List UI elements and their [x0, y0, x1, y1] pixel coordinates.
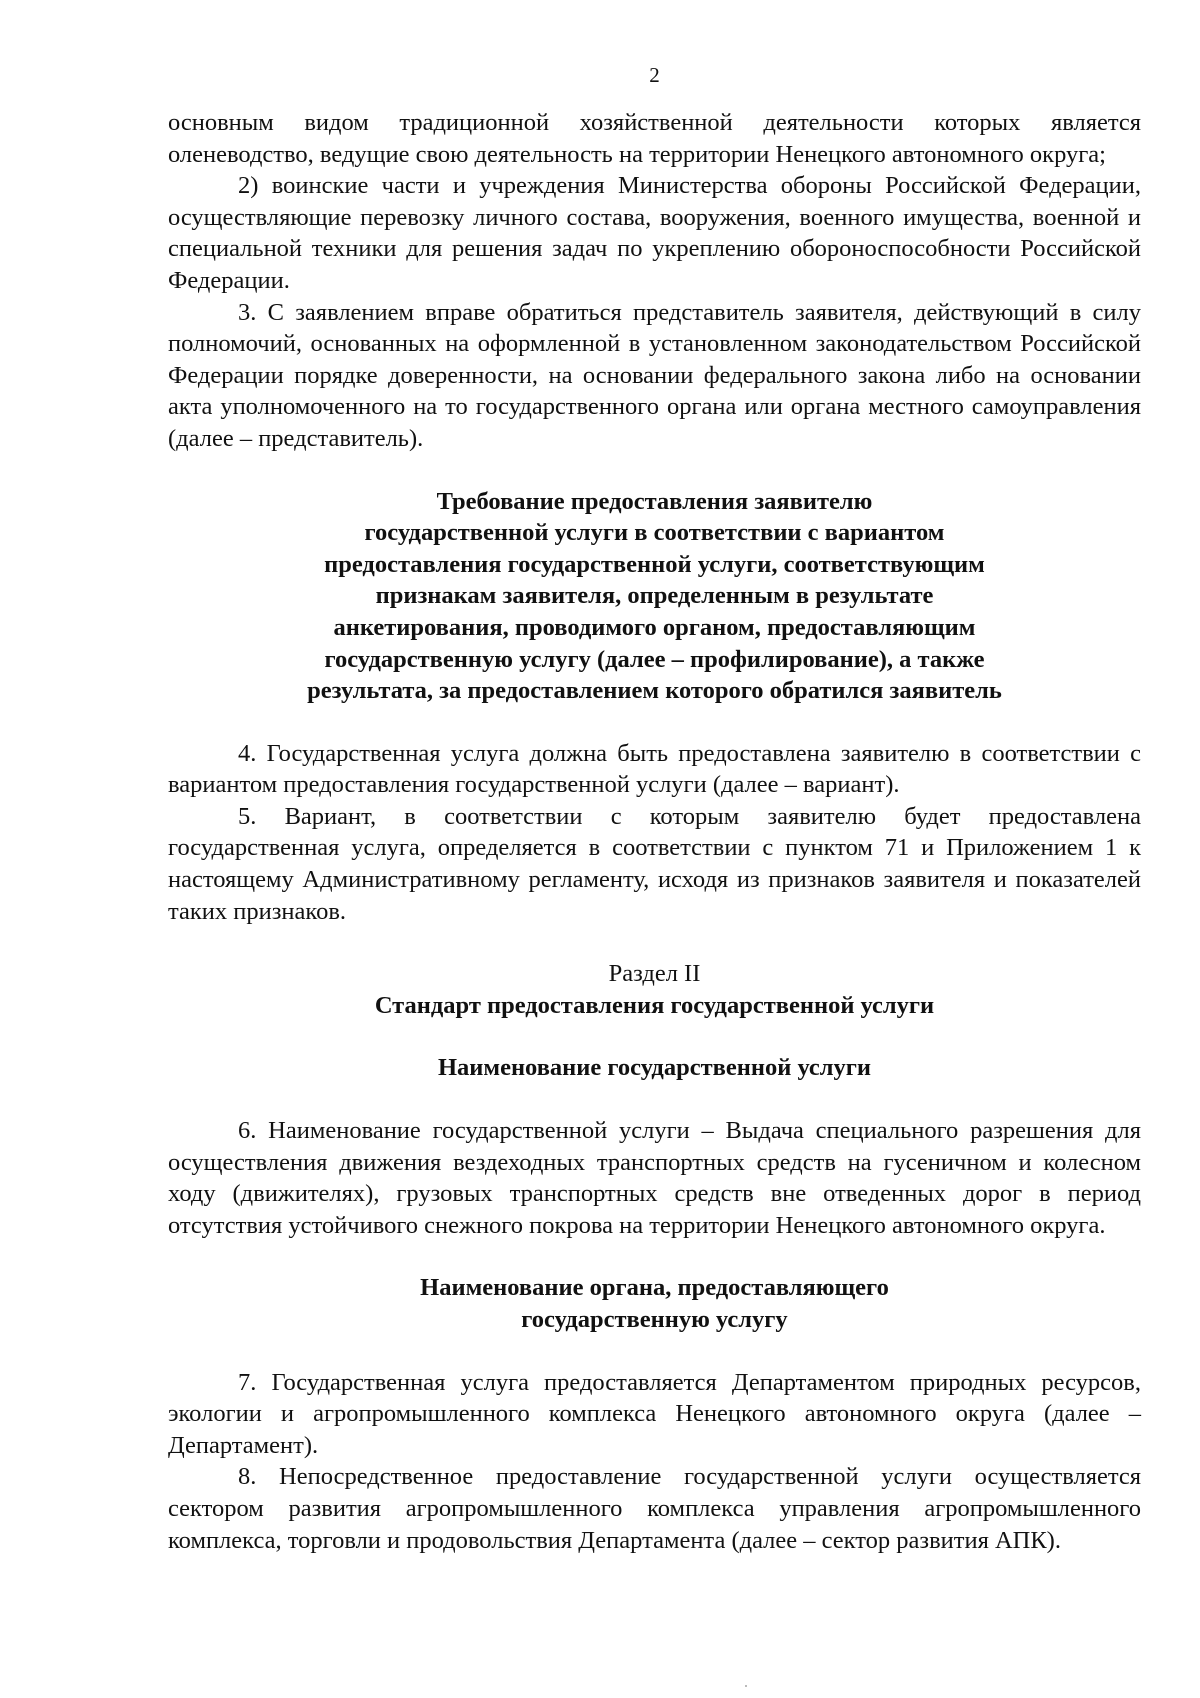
paragraph-item-6: 6. Наименование государственной услуги – Выдача специального разрешения для осуществления движения вездеходных транспортных средств на гусеничном и колесном ходу (движителях), грузовых транспортных средств вне отведенных дорог в период отсутствия устойчивого снежного покрова на территории Ненецкого автономного округа.: [168, 1117, 1141, 1239]
heading-requirement-line: анкетирования, проводимого органом, предоставляющим: [333, 613, 976, 641]
heading-authority-line: государственную услугу: [521, 1306, 788, 1333]
heading-authority: [168, 1272, 1141, 1335]
heading-authority-line: Наименование органа, предоставляющего: [420, 1274, 889, 1302]
paragraph-item-4: 4. Государственная услуга должна быть предоставлена заявителю в соответствии с вариантом предоставления государственной услуги (далее – вариант).: [168, 739, 1141, 799]
section-number: Раздел II: [608, 960, 701, 988]
heading-requirement-line: признакам заявителя, определенным в результате: [375, 582, 934, 610]
document-body: [168, 107, 1141, 1556]
section-title: Стандарт предоставления государственной услуги: [374, 991, 935, 1019]
paragraph-item-5: 5. Вариант, в соответствии с которым заявителю будет предоставлена государственная услуга, определяется в соответствии с пунктом 71 и Приложением 1 к настоящему Административному регламенту, исходя из признаков заявителя и показателей таких признаков.: [168, 802, 1141, 925]
heading-requirement-line: государственной услуги в соответствии с вариантом: [364, 519, 945, 547]
heading-requirement-line: государственную услугу (далее – профилирование), а также: [324, 645, 985, 673]
scan-speck: [745, 1685, 747, 1687]
paragraph-continuation: основным видом традиционной хозяйственной деятельности которых является оленеводство, ведущие свою деятельность на территории Ненецкого автономного округа;: [168, 109, 1141, 168]
paragraph-item-2: 2) воинские части и учреждения Министерства обороны Российской Федерации, осуществляющие перевозку личного состава, вооружения, военного имущества, военной и специальной техники для решения задач по укреплению обороноспособности Российской Федерации.: [168, 172, 1141, 294]
paragraph-item-7: 7. Государственная услуга предоставляется Департаментом природных ресурсов, экологии и агропромышленного комплекса Ненецкого автономного округа (далее – Департамент).: [168, 1368, 1141, 1459]
heading-requirement: [168, 486, 1141, 707]
heading-requirement-line: предоставления государственной услуги, соответствующим: [324, 550, 985, 578]
heading-requirement-line: результата, за предоставлением которого обратился заявитель: [307, 677, 1002, 705]
heading-service-name: Наименование государственной услуги: [437, 1054, 872, 1082]
heading-requirement-line: Требование предоставления заявителю: [436, 487, 873, 515]
page-number: 2: [649, 63, 660, 87]
paragraph-item-8: 8. Непосредственное предоставление государственной услуги осуществляется сектором развития агропромышленного комплекса управления агропромышленного комплекса, торговли и продовольствия Департамента (далее – сектор развития АПК).: [168, 1463, 1141, 1554]
paragraph-item-3: 3. С заявлением вправе обратиться представитель заявителя, действующий в силу полномочий, основанных на оформленной в установленном законодательством Российской Федерации порядке доверенности, на основании федерального закона либо на основании акта уполномоченного на то государственного органа или органа местного самоуправления (далее – представитель).: [168, 298, 1141, 452]
